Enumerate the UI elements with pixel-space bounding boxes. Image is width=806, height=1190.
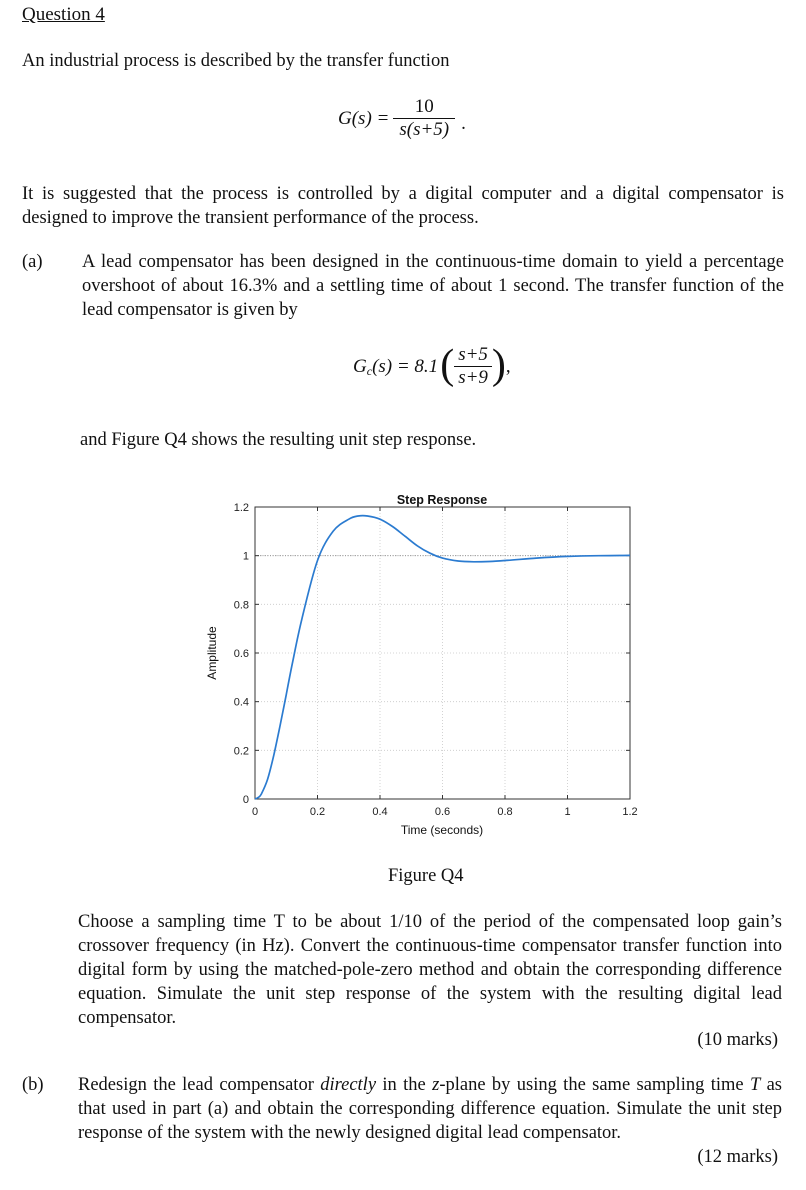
x-tick-label-4: 0.8 <box>497 806 513 818</box>
intro-text: An industrial process is described by the transfer function <box>22 51 450 71</box>
y-tick-label-3: 0.6 <box>233 648 249 660</box>
x-tick-label-2: 0.4 <box>372 806 388 818</box>
comp-tf-subscript: c <box>366 364 373 378</box>
chart-title: Step Response <box>396 493 488 507</box>
part-b-text-4: as that used in part (a) and obtain the corresponding difference equation. Simulate the unit step response of the system with the newly designed digital lead compensator. <box>78 1075 782 1143</box>
part-b-label: (b) <box>22 1075 44 1095</box>
plant-tf-denominator: s(s+5) <box>393 118 455 141</box>
x-tick-label-3: 0.6 <box>434 806 451 818</box>
y-tick-label-4: 0.8 <box>233 599 249 612</box>
plant-tf-end: . <box>461 112 466 134</box>
y-tick-label-6: 1.2 <box>233 502 249 514</box>
step-response-chart <box>190 488 650 848</box>
part-b-directly: directly <box>320 1075 377 1095</box>
chart-grid <box>255 507 630 799</box>
part-b-text-2: in the <box>376 1075 433 1095</box>
part-b-t: T <box>749 1075 761 1095</box>
part-a-label: (a) <box>22 252 43 272</box>
figure-intro-text: and Figure Q4 shows the resulting unit step response. <box>80 430 477 450</box>
comp-tf-end: , <box>505 355 511 377</box>
x-tick-label-5: 1 <box>564 806 571 818</box>
part-a-text: A lead compensator has been designed in the continuous-time domain to yield a percentage overshoot of about 16.3% and a settling time of about 1 second. The transfer function of the lead compensator is given by <box>82 252 784 320</box>
x-tick-label-0: 0 <box>251 806 259 818</box>
left-paren-icon: ( <box>440 341 455 388</box>
figure-caption: Figure Q4 <box>388 866 464 886</box>
x-tick-label-6: 1.2 <box>622 806 638 818</box>
part-a-task: Choose a sampling time T to be about 1/10 of the period of the compensated loop gain’s crossover frequency (in Hz). Convert the continuous-time compensator transfer function into digital form by using the matched-pole-zero method and obtain the corresponding difference equation. Simulate the unit step response of the system with the resulting digital lead compensator. <box>78 912 782 1028</box>
y-tick-label-1: 0.2 <box>233 745 249 758</box>
y-tick-label-5: 1 <box>242 550 249 563</box>
plant-tf-numerator: 10 <box>414 96 434 117</box>
part-b-marks: (12 marks) <box>697 1147 778 1167</box>
part-b-text-3: -plane by using the same sampling time <box>439 1075 750 1095</box>
plant-transfer-function <box>338 96 466 141</box>
x-tick-label-1: 0.2 <box>309 806 326 818</box>
part-b-text <box>78 1073 782 1145</box>
comp-tf-numerator: s+5 <box>458 344 488 365</box>
y-tick-label-0: 0 <box>242 794 249 806</box>
y-tick-label-2: 0.4 <box>233 696 249 709</box>
y-axis-label: Amplitude <box>205 626 219 680</box>
part-b-z: z <box>432 1075 440 1095</box>
part-a-marks: (10 marks) <box>697 1030 778 1050</box>
right-paren-icon: ) <box>491 341 506 388</box>
plant-tf-lhs: G(s) = <box>338 107 390 129</box>
x-axis-label: Time (seconds) <box>400 823 484 837</box>
chart-ticks <box>234 502 638 818</box>
question-title: Question 4 <box>22 4 105 25</box>
comp-tf-lhs-rest: (s) = 8.1 <box>372 355 439 377</box>
compensator-transfer-function <box>353 341 511 389</box>
comp-tf-g: G <box>353 355 367 377</box>
comp-tf-denominator: s+9 <box>454 366 492 389</box>
part-b-text-1: Redesign the lead compensator <box>78 1075 321 1095</box>
context-paragraph: It is suggested that the process is controlled by a digital computer and a digital compensator is designed to improve the transient performance of the process. <box>22 184 784 228</box>
